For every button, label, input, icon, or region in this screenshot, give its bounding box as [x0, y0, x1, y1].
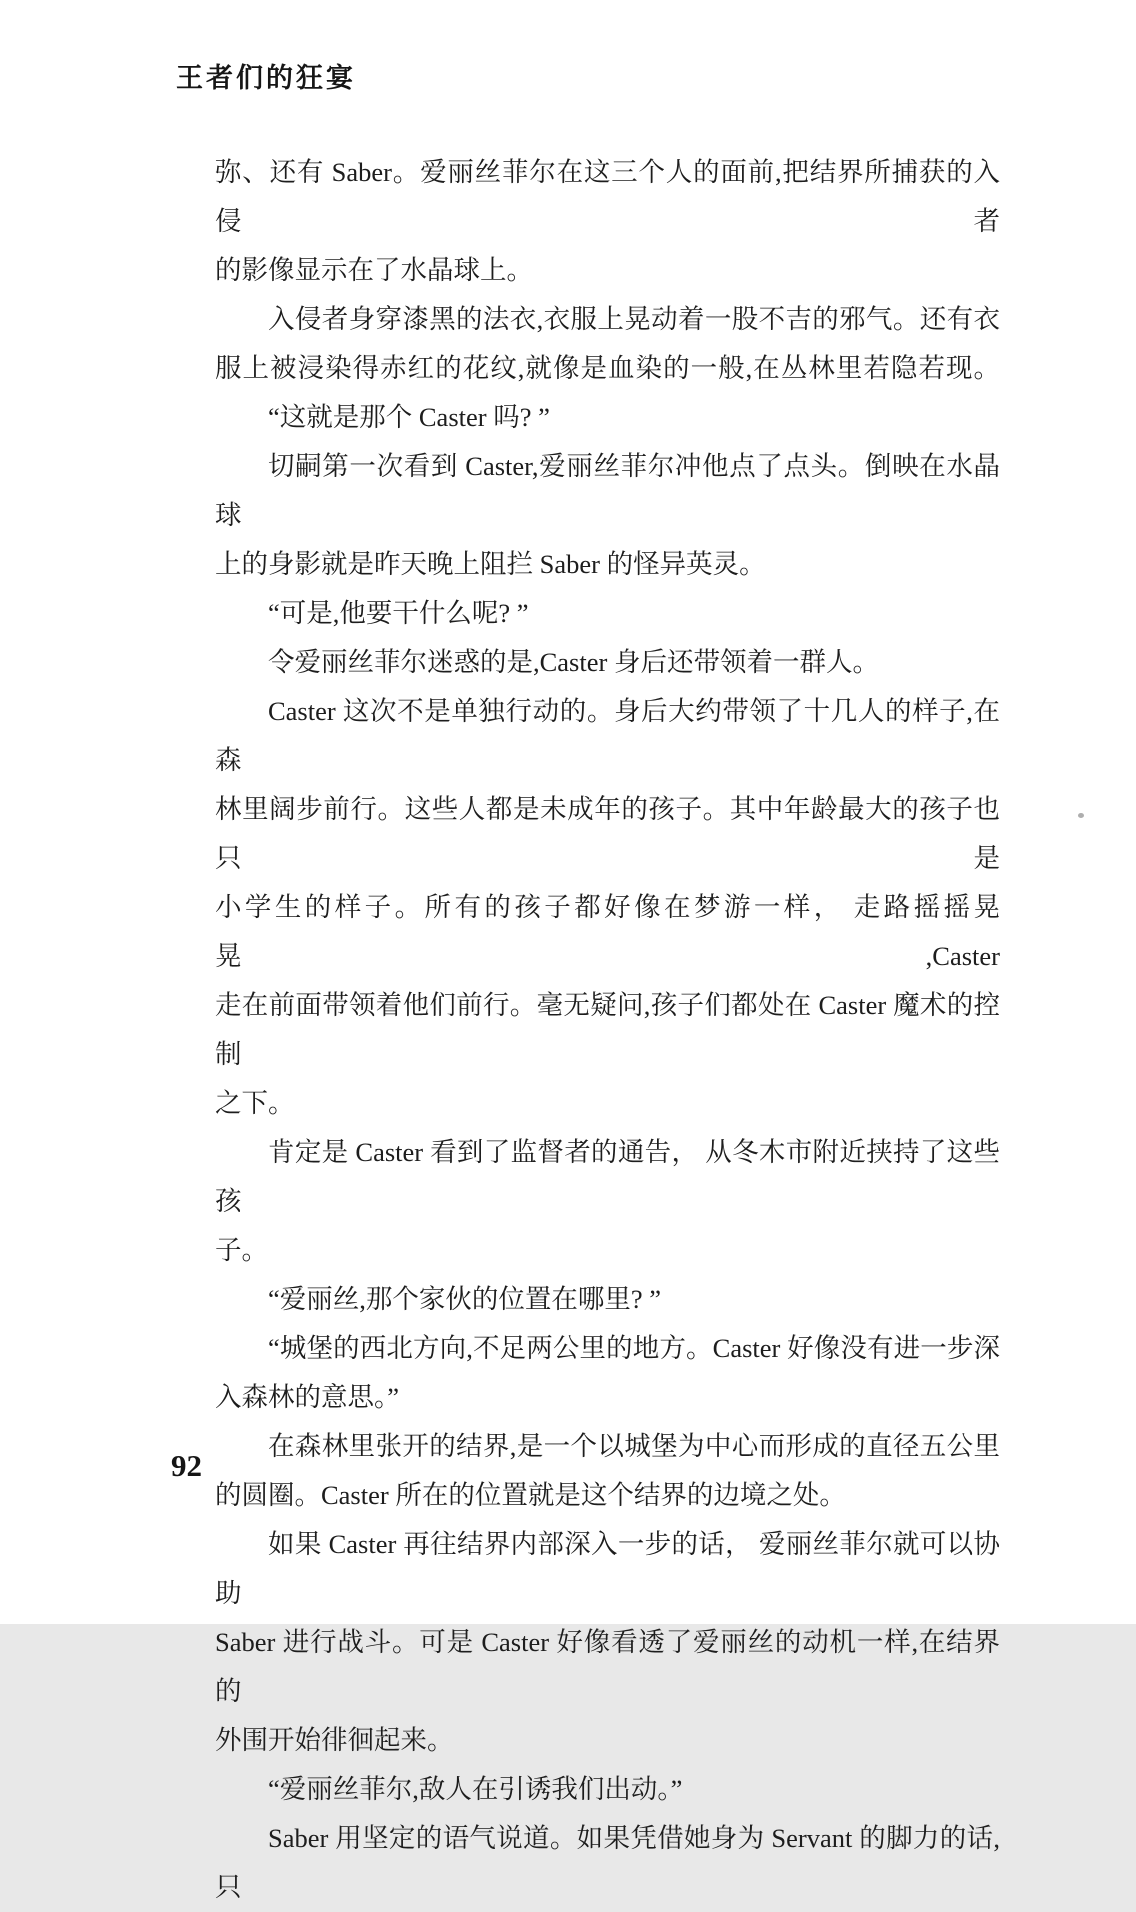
text-line: 的影像显示在了水晶球上。: [215, 255, 533, 285]
text-line: 走在前面带领着他们前行。毫无疑问,孩子们都处在 Caster 魔术的控制: [215, 990, 1000, 1069]
text-line: 弥、还有 Saber。爱丽丝菲尔在这三个人的面前,把结界所捕获的入侵者: [215, 157, 1000, 236]
text-line: “爱丽丝菲尔,敌人在引诱我们出动。”: [268, 1774, 683, 1804]
text-line: 令爱丽丝菲尔迷惑的是,Caster 身后还带领着一群人。: [268, 647, 879, 677]
text-line: Saber 用坚定的语气说道。如果凭借她身为 Servant 的脚力的话,只: [215, 1823, 1000, 1902]
scan-speck: [1078, 813, 1084, 818]
text-line: 肯定是 Caster 看到了监督者的通告， 从冬木市附近挟持了这些孩: [215, 1137, 1000, 1216]
text-line: 入侵者身穿漆黑的法衣,衣服上晃动着一股不吉的邪气。还有衣: [268, 304, 1000, 334]
page-number: 92: [171, 1448, 202, 1483]
text-line: 上的身影就是昨天晚上阻拦 Saber 的怪异英灵。: [215, 549, 766, 579]
text-line: “城堡的西北方向,不足两公里的地方。Caster 好像没有进一步深: [268, 1333, 1000, 1363]
text-line: 之下。: [215, 1088, 295, 1118]
text-line: 服上被浸染得赤红的花纹,就像是血染的一般,在丛林里若隐若现。: [215, 353, 1000, 383]
running-header: 王者们的狂宴: [176, 63, 356, 94]
text-line: Caster 这次不是单独行动的。身后大约带领了十几人的样子,在森: [215, 696, 1000, 775]
text-line: 小学生的样子。所有的孩子都好像在梦游一样， 走路摇摇晃晃,Caster: [215, 892, 1000, 971]
text-line: 入森林的意思。”: [215, 1382, 400, 1412]
text-line: Saber 进行战斗。可是 Caster 好像看透了爱丽丝的动机一样,在结界的: [215, 1627, 1000, 1706]
text-block: [215, 148, 1000, 1912]
text-line: “爱丽丝,那个家伙的位置在哪里? ”: [268, 1284, 662, 1314]
text-line: 子。: [215, 1235, 268, 1265]
text-line: 切嗣第一次看到 Caster,爱丽丝菲尔冲他点了点头。倒映在水晶球: [215, 451, 1000, 530]
text-line: “这就是那个 Caster 吗? ”: [268, 402, 550, 432]
text-line: 在森林里张开的结界,是一个以城堡为中心而形成的直径五公里: [268, 1431, 1000, 1461]
text-line: 如果 Caster 再往结界内部深入一步的话， 爱丽丝菲尔就可以协助: [215, 1529, 1000, 1608]
text-line: 外围开始徘徊起来。: [215, 1725, 454, 1755]
text-line: 林里阔步前行。这些人都是未成年的孩子。其中年龄最大的孩子也只是: [215, 794, 1000, 873]
text-line: 的圆圈。Caster 所在的位置就是这个结界的边境之处。: [215, 1480, 846, 1510]
text-line: “可是,他要干什么呢? ”: [268, 598, 529, 628]
